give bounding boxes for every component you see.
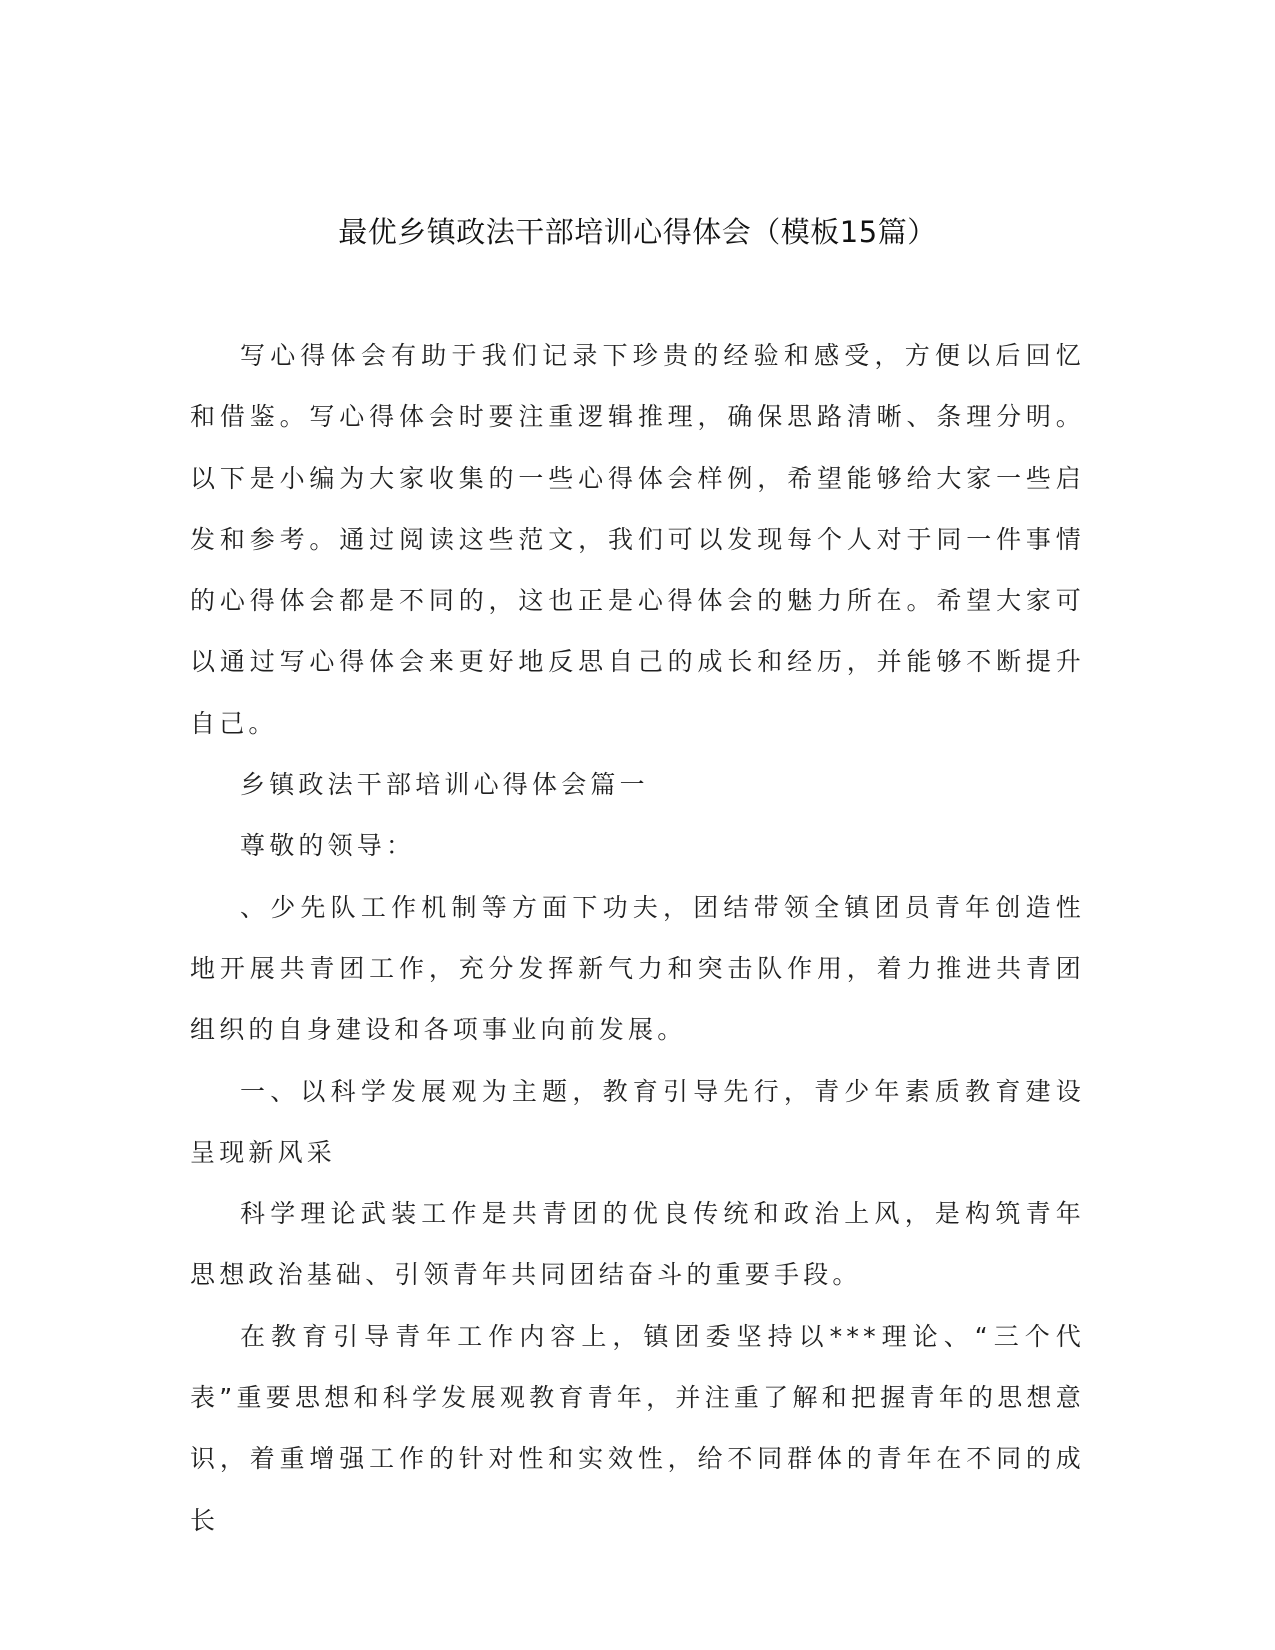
salutation: 尊敬的领导： (240, 831, 416, 861)
subsection-heading: 一、以科学发展观为主题，教育引导先行，青少年素质教育建设呈现新风采 (190, 1076, 1085, 1167)
body-paragraph: 科学理论武装工作是共青团的优良传统和政治上风，是构筑青年思想政治基础、引领青年共同团结奋斗的重要手段。 (190, 1199, 1085, 1290)
body-paragraph: 在教育引导青年工作内容上，镇团委坚持以***理论、“三个代表”重要思想和科学发展观教育青年，并注重了解和把握青年的思想意识，着重增强工作的针对性和实效性，给不同群体的青年在不同的成长 (190, 1321, 1085, 1535)
body-paragraph: 、少先队工作机制等方面下功夫，团结带领全镇团员青年创造性地开展共青团工作，充分发挥新气力和突击队作用，着力推进共青团组织的自身建设和各项事业向前发展。 (190, 892, 1085, 1045)
intro-paragraph: 写心得体会有助于我们记录下珍贵的经验和感受，方便以后回忆和借鉴。写心得体会时要注重逻辑推理，确保思路清晰、条理分明。以下是小编为大家收集的一些心得体会样例，希望能够给大家一些启发和参考。通过阅读这些范文，我们可以发现每个人对于同一件事情的心得体会都是不同的，这也正是心得体会的魅力所在。希望大家可以通过写心得体会来更好地反思自己的成长和经历，并能够不断提升自己。 (190, 341, 1085, 738)
section-heading: 乡镇政法干部培训心得体会篇一 (240, 770, 649, 800)
document-body (190, 325, 1085, 1551)
document-title: 最优乡镇政法干部培训心得体会（模板15篇） (338, 215, 937, 249)
